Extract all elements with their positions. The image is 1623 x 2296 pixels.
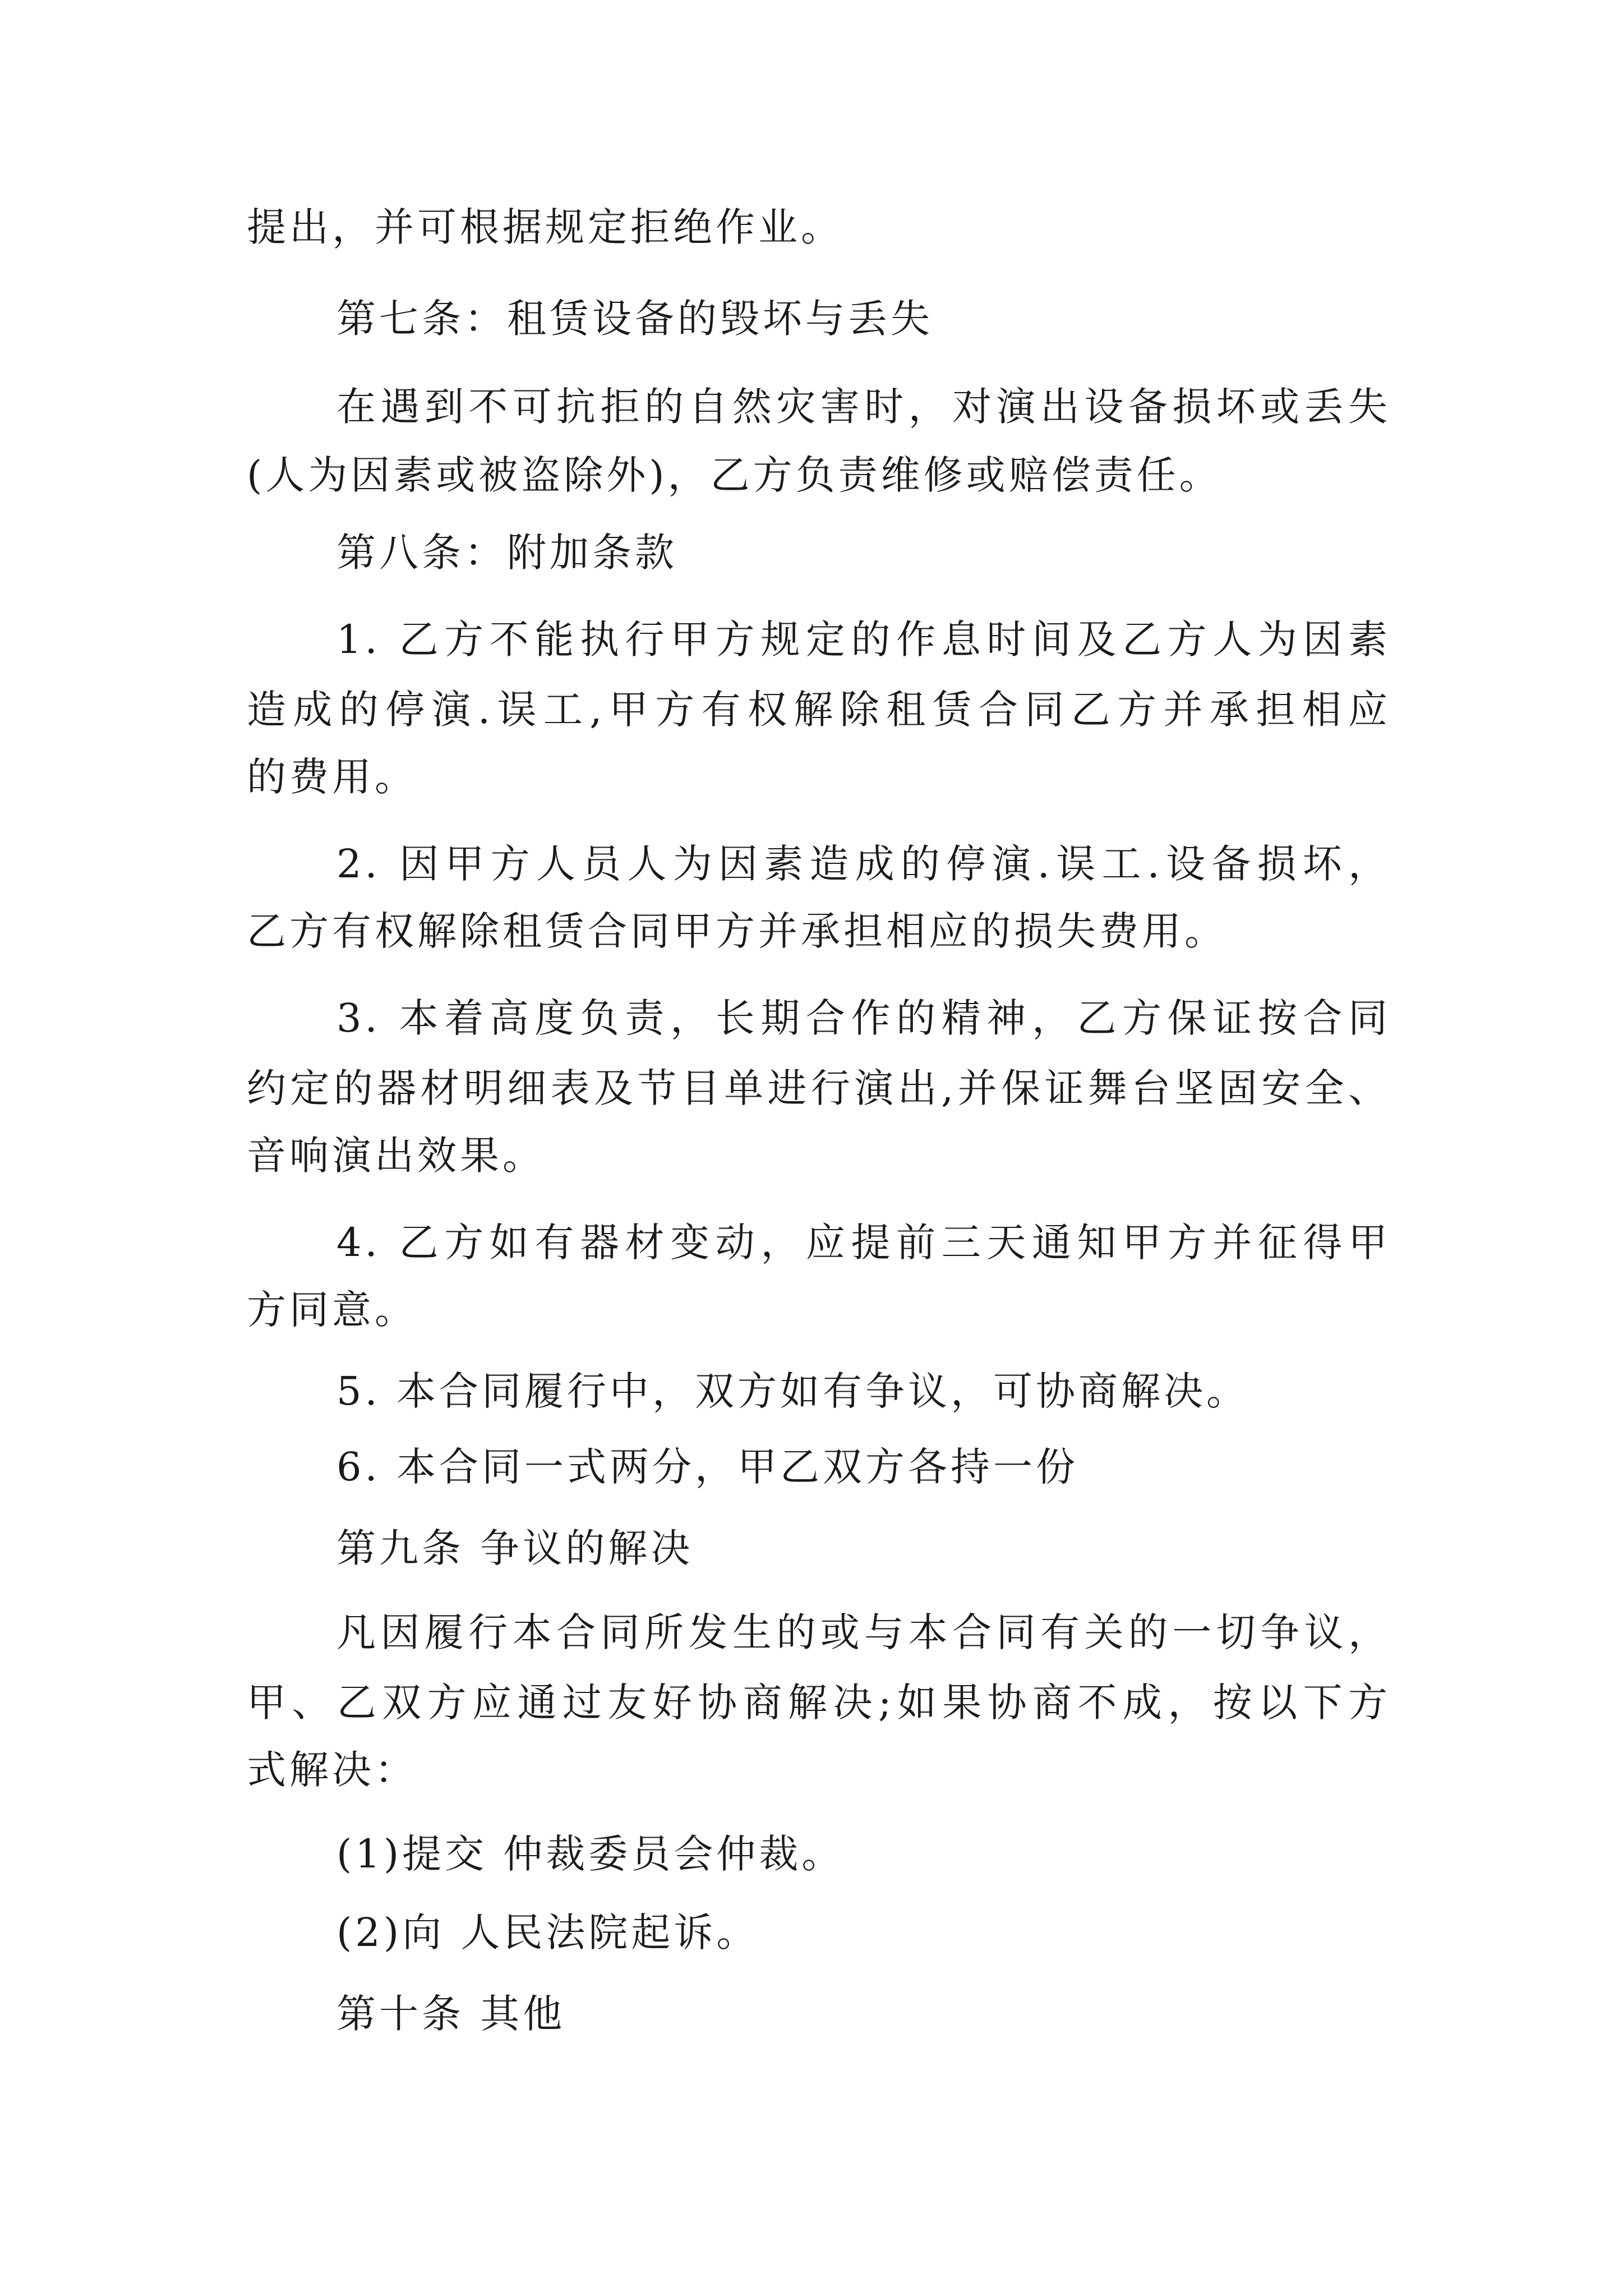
clause-line: 方同意。 xyxy=(247,1287,417,1333)
paragraph-line: 提出，并可根据规定拒绝作业。 xyxy=(247,204,843,250)
article-heading: 第八条：附加条款 xyxy=(336,530,677,576)
paragraph-line: 凡因履行本合同所发生的或与本合同有关的一切争议， xyxy=(336,1609,1391,1655)
paragraph-line: 在遇到不可抗拒的自然灾害时，对演出设备损坏或丢失 xyxy=(336,384,1391,430)
option-line: (1)提交 仲裁委员会仲裁。 xyxy=(336,1831,845,1877)
option-line: (2)向 人民法院起诉。 xyxy=(336,1910,759,1955)
clause-line: 造成的停演.误工,甲方有权解除租赁合同乙方并承担相应 xyxy=(247,687,1391,733)
clause-line: 的费用。 xyxy=(247,754,417,800)
clause-line: 3. 本着高度负责，长期合作的精神，乙方保证按合同 xyxy=(336,995,1391,1041)
clause-line: 1. 乙方不能执行甲方规定的作息时间及乙方人为因素 xyxy=(336,616,1391,662)
article-heading: 第九条 争议的解决 xyxy=(336,1525,694,1571)
clause-line: 音响演出效果。 xyxy=(247,1133,545,1179)
clause-line: 4. 乙方如有器材变动，应提前三天通知甲方并征得甲 xyxy=(336,1220,1391,1266)
clause-line: 乙方有权解除租赁合同甲方并承担相应的损失费用。 xyxy=(247,908,1227,954)
clause-line: 2. 因甲方人员人为因素造成的停演.误工.设备损坏， xyxy=(336,841,1391,887)
clause-line: 5. 本合同履行中，双方如有争议，可协商解决。 xyxy=(336,1368,1249,1414)
paragraph-line: 式解决： xyxy=(247,1747,417,1793)
clause-line: 6. 本合同一式两分，甲乙双方各持一份 xyxy=(336,1444,1079,1490)
paragraph-line: (人为因素或被盗除外)，乙方负责维修或赔偿责任。 xyxy=(247,452,1222,498)
clause-line: 约定的器材明细表及节目单进行演出,并保证舞台坚固安全、 xyxy=(247,1065,1391,1111)
article-heading: 第七条：租赁设备的毁坏与丢失 xyxy=(336,296,933,342)
article-heading: 第十条 其他 xyxy=(336,1991,566,2037)
paragraph-line: 甲、乙双方应通过友好协商解决;如果协商不成，按以下方 xyxy=(247,1680,1391,1726)
